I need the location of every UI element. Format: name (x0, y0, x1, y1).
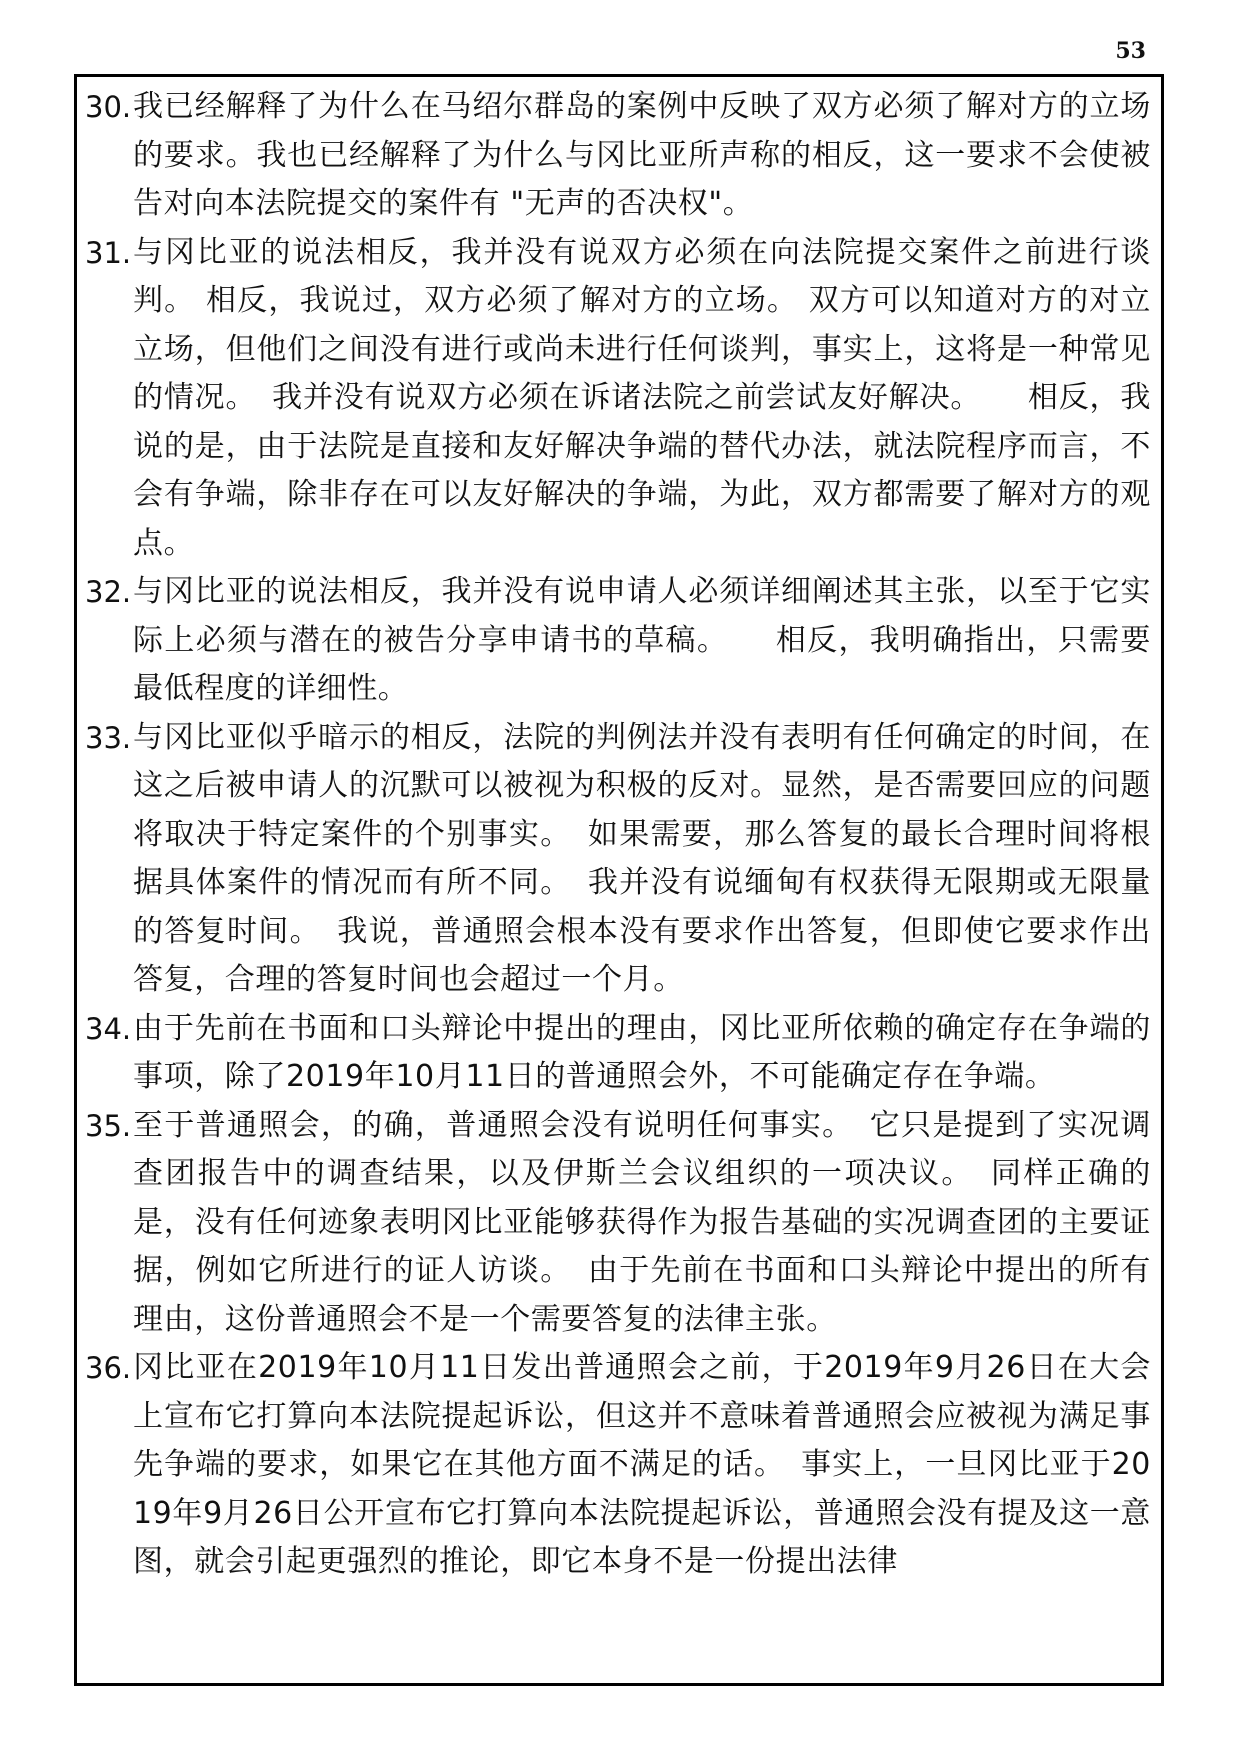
paragraph-text: 我已经解释了为什么在马绍尔群岛的案例中反映了双方必须了解对方的立场的要求。我也已经解释了为什么与冈比亚所声称的相反，这一要求不会使被告对向本法院提交的案件有 "无声的否决权"。 (133, 89, 1151, 221)
paragraph-33 (87, 714, 1151, 1005)
paragraph-text: 至于普通照会，的确，普通照会没有说明任何事实。 它只是提到了实况调查团报告中的调查结果，以及伊斯兰会议组织的一项决议。 同样正确的是，没有任何迹象表明冈比亚能够获得作为报告基础的实况调查团的主要证据，例如它所进行的证人访谈。 由于先前在书面和口头辩论中提出的所有理由，这份普通照会不是一个需要答复的法律主张。 (133, 1107, 1151, 1337)
paragraph-number: 35. (85, 1108, 132, 1143)
page-number: 53 (1115, 38, 1146, 64)
paragraph-text: 与冈比亚的说法相反，我并没有说双方必须在向法院提交案件之前进行谈判。 相反，我说过，双方必须了解对方的立场。 双方可以知道对方的对立立场，但他们之间没有进行或尚未进行任何谈判，事实上，这将是一种常见的情况。 我并没有说双方必须在诉诸法院之前尝试友好解决。 相反，我说的是，由于法院是直接和友好解决争端的替代办法，就法院程序而言，不会有争端，除非存在可以友好解决的争端，为此，双方都需要了解对方的观点。 (133, 234, 1151, 561)
paragraph-36 (87, 1344, 1151, 1587)
paragraph-number: 31. (85, 235, 132, 270)
paragraph-number: 30. (85, 90, 132, 124)
paragraph-35 (87, 1102, 1151, 1345)
paragraph-text: 冈比亚在2019年10月11日发出普通照会之前，于2019年9月26日在大会上宣布它打算向本法院提起诉讼，但这并不意味着普通照会应被视为满足事先争端的要求，如果它在其他方面不满足的话。 事实上，一旦冈比亚于2019年9月26日公开宣布它打算向本法院提起诉讼，普通照会没有提及这一意图，就会引起更强烈的推论，即它本身不是一份提出法律 (133, 1350, 1151, 1579)
paragraph-number: 34. (85, 1011, 132, 1046)
paragraph-31 (87, 229, 1151, 569)
paragraph-text: 由于先前在书面和口头辩论中提出的理由，冈比亚所依赖的确定存在争端的事项，除了2019年10月11日的普通照会外，不可能确定存在争端。 (133, 1010, 1151, 1094)
paragraph-number: 33. (85, 720, 132, 755)
content-frame (74, 74, 1164, 1686)
paragraph-34 (87, 1005, 1151, 1102)
paragraph-text: 与冈比亚似乎暗示的相反，法院的判例法并没有表明有任何确定的时间，在这之后被申请人的沉默可以被视为积极的反对。显然，是否需要回应的问题将取决于特定案件的个别事实。 如果需要，那么答复的最长合理时间将根据具体案件的情况而有所不同。 我并没有说缅甸有权获得无限期或无限量的答复时间。 我说，普通照会根本没有要求作出答复，但即使它要求作出答复，合理的答复时间也会超过一个月。 (133, 719, 1151, 997)
paragraph-32 (87, 568, 1151, 714)
paragraph-number: 32. (85, 575, 132, 609)
paragraph-number: 36. (85, 1351, 132, 1385)
paragraph-30 (87, 83, 1151, 229)
paragraph-text: 与冈比亚的说法相反，我并没有说申请人必须详细阐述其主张，以至于它实际上必须与潜在的被告分享申请书的草稿。 相反，我明确指出，只需要最低程度的详细性。 (133, 574, 1151, 706)
